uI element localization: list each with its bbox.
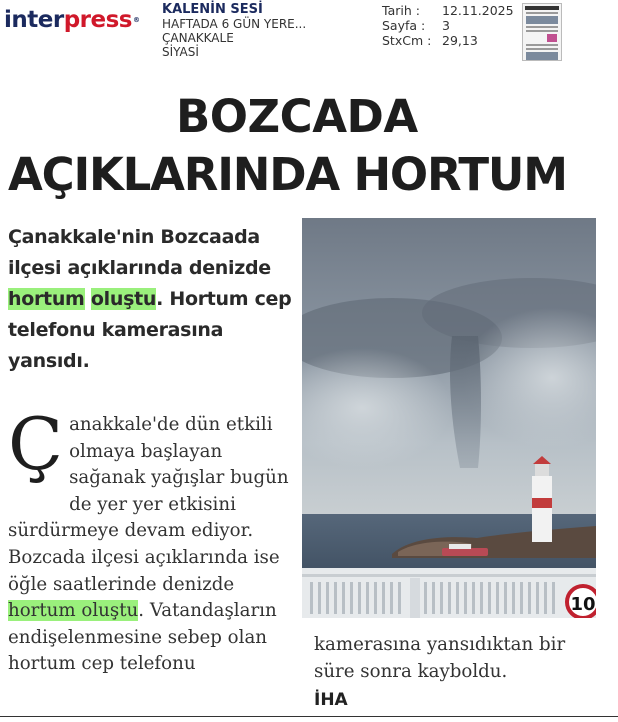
info-row-page: [382, 18, 514, 33]
body-paragraph-continued: kamerasına yansıdıktan bir süre sonra kayboldu.: [314, 634, 566, 682]
info-row-date: [382, 3, 514, 18]
lead-text: . Hortum cep telefonu kamerasına yansıdı.: [8, 288, 292, 372]
lead-highlight: oluştu: [90, 288, 157, 310]
headline-line-2: AÇIKLARINDA HORTUM: [8, 148, 567, 201]
info-label: Tarih :: [382, 3, 420, 18]
page-thumbnail[interactable]: [522, 3, 562, 61]
body-text: . Vatandaşların endişelenmesine sebep olan hortum cep telefonu: [8, 600, 277, 675]
article-photo: [302, 218, 596, 618]
article-byline: İHA: [314, 690, 348, 711]
article-body: [8, 402, 290, 678]
headline-line-1: BOZCADA: [176, 90, 418, 143]
bottom-rule: [0, 716, 618, 717]
speed-sign-number: 10: [570, 594, 596, 615]
info-value: 29,13: [442, 33, 478, 48]
logo-text-main: inter: [4, 7, 64, 33]
publication-name: KALENİN SESİ: [162, 2, 263, 17]
publication-region: ÇANAKKALE: [162, 31, 234, 45]
publication-meta: [162, 3, 306, 59]
body-highlight: hortum oluştu: [8, 600, 139, 622]
drop-cap: Ç: [8, 402, 64, 486]
info-value: 3: [442, 18, 450, 33]
publication-category: SİYASİ: [162, 45, 199, 59]
article-body-continued: [314, 632, 604, 714]
info-label: Sayfa :: [382, 18, 426, 33]
info-label: StxCm :: [382, 33, 432, 48]
lead-text: Çanakkale'nin Bozcaada ilçesi açıklarında denizde: [8, 226, 271, 279]
clipping-info: [382, 3, 514, 48]
info-row-stxcm: [382, 33, 514, 48]
body-text: anakkale'de dün etkili olmaya başlayan sağanak yağışlar bugün de yer yer etkisini sürdürmeye devam ediyor. Bozcada ilçesi açıklarında ise öğle saatlerinde denizde: [8, 414, 289, 595]
lead-highlight: hortum: [8, 288, 85, 310]
registered-mark: ®: [133, 16, 140, 24]
info-value: 12.11.2025: [442, 3, 514, 18]
logo-text-accent: press: [63, 7, 132, 33]
interpress-logo: [4, 6, 140, 34]
article-lead: [8, 222, 292, 377]
publication-frequency: HAFTADA 6 GÜN YERE...: [162, 17, 307, 31]
